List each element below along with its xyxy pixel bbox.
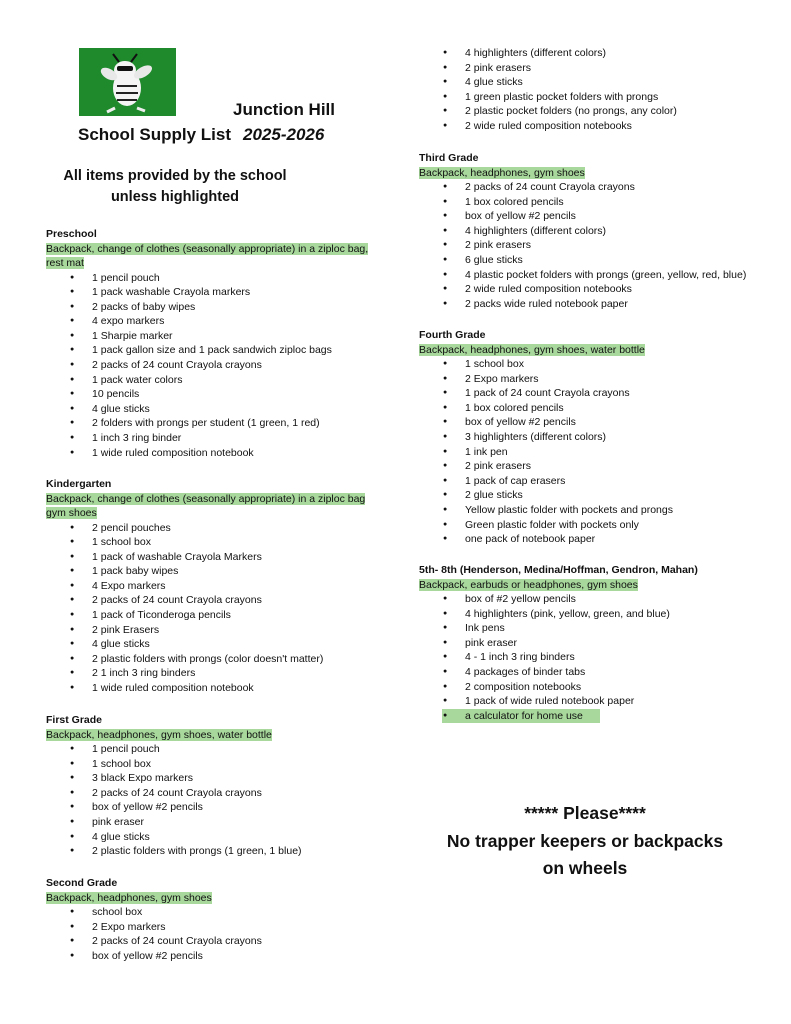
- list-item: ● 1 pack of cap erasers: [419, 474, 769, 489]
- list-item: ● 1 wide ruled composition notebook: [46, 681, 376, 696]
- list-item: ● 4 glue sticks: [46, 637, 376, 652]
- list-item: ● 3 highlighters (different colors): [419, 430, 769, 445]
- list-item: ● 2 pink erasers: [419, 459, 769, 474]
- highlighted-list-item: ● a calculator for home use: [442, 709, 600, 724]
- list-item: ● box of yellow #2 pencils: [46, 800, 376, 815]
- required-text: Backpack, change of clothes (seasonally appropriate) in a ziploc bag, rest mat: [46, 242, 369, 269]
- list-item: ● 1 Sharpie marker: [46, 329, 376, 344]
- hornet-mascot-icon: [79, 48, 176, 116]
- list-item: ● 4 Expo markers: [46, 579, 376, 594]
- section-second-grade-continued: [419, 46, 769, 134]
- subtitle: All items provided by the school unless highlighted: [63, 168, 287, 205]
- list-title: [78, 125, 324, 145]
- list-item: ● 4 highlighters (different colors): [419, 46, 769, 61]
- list-item: ● 2 pencil pouches: [46, 521, 376, 536]
- list-item: ● 2 packs of 24 count Crayola crayons: [46, 358, 376, 373]
- list-item: ● 2 packs wide ruled notebook paper: [419, 297, 769, 312]
- list-item: ● 1 pack of Ticonderoga pencils: [46, 608, 376, 623]
- list-title-text: School Supply List: [78, 125, 232, 144]
- list-item: ● 4 glue sticks: [419, 75, 769, 90]
- list-item: ● 2 packs of 24 count Crayola crayons: [419, 180, 769, 195]
- list-item: ● box of yellow #2 pencils: [419, 415, 769, 430]
- item-list: [46, 905, 376, 963]
- list-item: ● 4 highlighters (different colors): [419, 224, 769, 239]
- list-item: ● 6 glue sticks: [419, 253, 769, 268]
- list-item: ● 2 pink erasers: [419, 61, 769, 76]
- list-item: ● Green plastic folder with pockets only: [419, 518, 769, 533]
- list-item: ● 4 packages of binder tabs: [419, 665, 779, 680]
- section-first-grade: [46, 713, 376, 859]
- list-item: ● 1 pack of washable Crayola Markers: [46, 550, 376, 565]
- section-fourth-grade: [419, 328, 769, 547]
- required-items: [46, 492, 366, 521]
- list-item: ● 1 inch 3 ring binder: [46, 431, 376, 446]
- required-text: Backpack, headphones, gym shoes: [46, 891, 212, 904]
- list-item: ● 2 packs of 24 count Crayola crayons: [46, 786, 376, 801]
- list-item: ● 2 plastic folders with prongs (color doesn't matter): [46, 652, 376, 667]
- section-kindergarten: [46, 477, 376, 696]
- required-text: Backpack, change of clothes (seasonally appropriate) in a ziploc bag gym shoes: [46, 492, 366, 519]
- section-title: First Grade: [46, 714, 103, 726]
- notice-line-2: No trapper keepers or backpacks: [446, 830, 724, 851]
- notice: [415, 800, 755, 883]
- list-item: ● 2 packs of 24 count Crayola crayons: [46, 934, 376, 949]
- highlighted-item-list: [419, 709, 779, 724]
- required-text: Backpack, headphones, gym shoes, water bottle: [419, 343, 645, 356]
- list-item: ● 2 packs of 24 count Crayola crayons: [46, 593, 376, 608]
- item-list: [46, 271, 376, 461]
- required-items: [46, 728, 376, 743]
- list-item: ● 2 Expo markers: [46, 920, 376, 935]
- list-item: ● 1 pack washable Crayola markers: [46, 285, 376, 300]
- list-item: ● Ink pens: [419, 621, 779, 636]
- section-middle-school: [419, 563, 779, 723]
- list-item: ● 4 plastic pocket folders with prongs (green, yellow, red, blue): [419, 268, 769, 283]
- item-list: [419, 592, 779, 709]
- list-item: ● 1 box colored pencils: [419, 195, 769, 210]
- list-item: ● 2 wide ruled composition notebooks: [419, 282, 769, 297]
- list-item: ● 2 Expo markers: [419, 372, 769, 387]
- list-item: ● 2 plastic pocket folders (no prongs, any color): [419, 104, 769, 119]
- section-title: Third Grade: [419, 152, 479, 164]
- list-item: ● 2 pink erasers: [419, 238, 769, 253]
- list-item: ● Yellow plastic folder with pockets and prongs: [419, 503, 769, 518]
- required-text: Backpack, headphones, gym shoes: [419, 166, 585, 179]
- section-third-grade: [419, 151, 769, 311]
- list-item: ● 1 pack water colors: [46, 373, 376, 388]
- list-item: ● 1 wide ruled composition notebook: [46, 446, 376, 461]
- list-item: ● 1 pencil pouch: [46, 742, 376, 757]
- list-item: ● one pack of notebook paper: [419, 532, 769, 547]
- school-name: Junction Hill: [233, 100, 335, 119]
- list-item: ● 1 school box: [419, 357, 769, 372]
- item-list: [46, 742, 376, 859]
- required-text: Backpack, earbuds or headphones, gym shoes: [419, 578, 638, 591]
- list-item: ● school box: [46, 905, 376, 920]
- list-item: ● 1 school box: [46, 757, 376, 772]
- required-items: [419, 578, 779, 593]
- list-item: ● 2 folders with prongs per student (1 green, 1 red): [46, 416, 376, 431]
- section-preschool: [46, 227, 376, 460]
- school-logo: [79, 48, 176, 116]
- list-item: ● 10 pencils: [46, 387, 376, 402]
- item-list: [46, 521, 376, 696]
- section-title: Second Grade: [46, 877, 118, 889]
- notice-line-3: on wheels: [542, 858, 628, 878]
- list-item: ● 2 pink Erasers: [46, 623, 376, 638]
- item-list: [419, 357, 769, 547]
- list-item: ● box of yellow #2 pencils: [46, 949, 376, 964]
- required-items: [46, 242, 371, 271]
- list-item: ● 4 glue sticks: [46, 830, 376, 845]
- required-items: [419, 343, 769, 358]
- required-items: [419, 166, 769, 181]
- list-item: ● 1 ink pen: [419, 445, 769, 460]
- list-item: ● 4 glue sticks: [46, 402, 376, 417]
- list-item: ● pink eraser: [46, 815, 376, 830]
- list-item: ● 2 plastic folders with prongs (1 green, 1 blue): [46, 844, 376, 859]
- list-item: ● 1 school box: [46, 535, 376, 550]
- notice-line-1: ***** Please****: [524, 803, 646, 823]
- required-items: [46, 891, 376, 906]
- section-second-grade: [46, 876, 376, 963]
- section-title: 5th- 8th (Henderson, Medina/Hoffman, Gendron, Mahan): [419, 564, 698, 576]
- list-item: ● 1 pack of wide ruled notebook paper: [419, 694, 779, 709]
- list-item: ● 4 - 1 inch 3 ring binders: [419, 650, 779, 665]
- section-title: Fourth Grade: [419, 329, 486, 341]
- list-item: ● 1 pack gallon size and 1 pack sandwich ziploc bags: [46, 343, 376, 358]
- list-item: ● 1 pencil pouch: [46, 271, 376, 286]
- list-item: ● box of yellow #2 pencils: [419, 209, 769, 224]
- list-item: ● 4 highlighters (pink, yellow, green, and blue): [419, 607, 779, 622]
- item-list: [419, 180, 769, 311]
- list-item: ● 2 glue sticks: [419, 488, 769, 503]
- school-year: 2025-2026: [243, 125, 325, 144]
- list-item: ● 2 1 inch 3 ring binders: [46, 666, 376, 681]
- list-item: ● 1 box colored pencils: [419, 401, 769, 416]
- list-item: ● 2 packs of baby wipes: [46, 300, 376, 315]
- section-title: Preschool: [46, 228, 97, 240]
- list-item: ● 2 composition notebooks: [419, 680, 779, 695]
- list-item: ● 2 wide ruled composition notebooks: [419, 119, 769, 134]
- list-item: ● box of #2 yellow pencils: [419, 592, 779, 607]
- required-text: Backpack, headphones, gym shoes, water bottle: [46, 728, 272, 741]
- item-list: [419, 46, 769, 134]
- section-title: Kindergarten: [46, 478, 112, 490]
- list-item: ● 1 pack baby wipes: [46, 564, 376, 579]
- list-item: ● 4 expo markers: [46, 314, 376, 329]
- list-item: ● 1 pack of 24 count Crayola crayons: [419, 386, 769, 401]
- list-item: ● pink eraser: [419, 636, 779, 651]
- list-item: ● 1 green plastic pocket folders with prongs: [419, 90, 769, 105]
- list-item: ● 3 black Expo markers: [46, 771, 376, 786]
